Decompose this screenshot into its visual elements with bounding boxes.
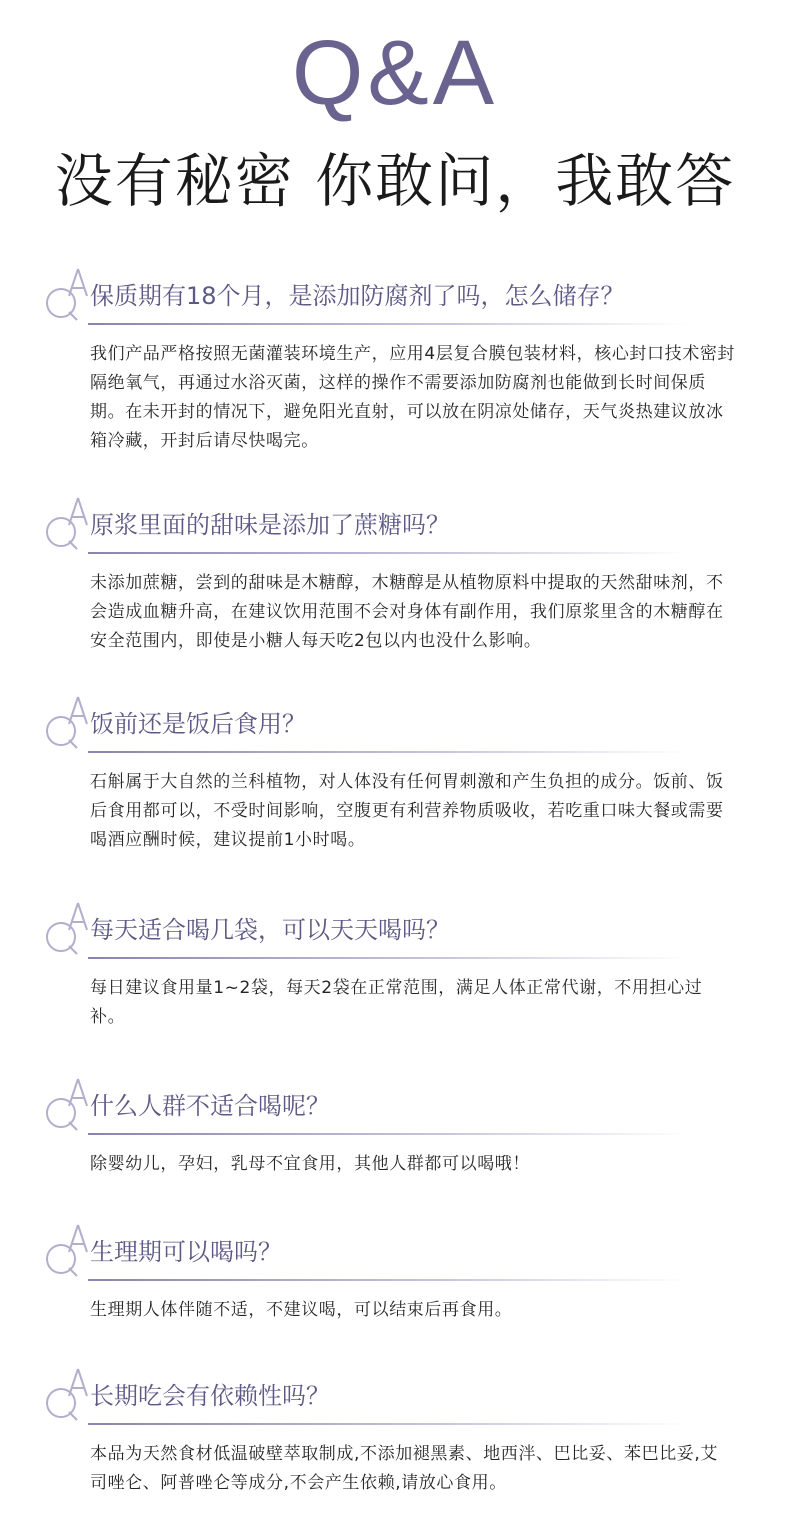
answer-text: 石斛属于大自然的兰科植物，对人体没有任何胃刺激和产生负担的成分。饭前、饭后食用都可以，不受时间影响，空腹更有利营养物质吸收，若吃重口味大餐或需要喝酒应酬时候，建议提前1小时喝。 (90, 772, 724, 850)
question-text: 生理期可以喝吗？ (90, 1238, 282, 1266)
question-text: 每天适合喝几袋，可以天天喝吗？ (90, 916, 450, 944)
qa-mark-icon (44, 902, 90, 956)
answer-text: 本品为天然食材低温破壁萃取制成,不添加褪黑素、地西泮、巴比妥、苯巴比妥,艾司唑仑、阿普唑仑等成分,不会产生依赖,请放心食用。 (90, 1444, 719, 1493)
answer-text: 生理期人体伴随不适，不建议喝，可以结束后再食用。 (90, 1300, 513, 1320)
question-divider (88, 1133, 688, 1135)
qa-mark-icon (44, 497, 90, 551)
answer-text: 每日建议食用量1~2袋，每天2袋在正常范围，满足人体正常代谢，不用担心过补。 (90, 978, 703, 1027)
question-divider (88, 1279, 688, 1281)
answer-text: 除婴幼儿，孕妇，乳母不宜食用，其他人群都可以喝哦！ (90, 1154, 530, 1174)
question-divider (88, 957, 688, 959)
qa-mark-icon (44, 1368, 90, 1422)
answer-text: 未添加蔗糖，尝到的甜味是木糖醇，木糖醇是从植物原料中提取的天然甜味剂，不会造成血糖升高，在建议饮用范围不会对身体有副作用，我们原浆里含的木糖醇在安全范围内，即使是小糖人每天吃2包以内也没什么影响。 (90, 573, 724, 651)
qa-mark-icon (44, 1224, 90, 1278)
qa-title: Q&A (291, 22, 499, 124)
qa-mark-icon (44, 1078, 90, 1132)
question-text: 保质期有18个月，是添加防腐剂了吗，怎么储存？ (90, 282, 625, 310)
page-header (0, 0, 790, 230)
question-text: 饭前还是饭后食用？ (90, 710, 306, 738)
question-text: 长期吃会有依赖性吗？ (90, 1382, 330, 1410)
question-divider (88, 323, 688, 325)
question-divider (88, 552, 688, 554)
question-divider (88, 1423, 688, 1425)
answer-text: 我们产品严格按照无菌灌装环境生产，应用4层复合膜包装材料，核心封口技术密封隔绝氧气，再通过水浴灭菌，这样的操作不需要添加防腐剂也能做到长时间保质期。在未开封的情况下，避免阳光直射，可以放在阴凉处储存，天气炎热建议放冰箱冷藏，开封后请尽快喝完。 (90, 344, 736, 451)
qa-mark-icon (44, 696, 90, 750)
page-subtitle: 没有秘密 你敢问，我敢答 (54, 147, 736, 215)
question-text: 什么人群不适合喝呢？ (90, 1092, 330, 1120)
question-divider (88, 751, 688, 753)
qa-mark-icon (44, 268, 90, 322)
question-text: 原浆里面的甜味是添加了蔗糖吗？ (90, 511, 450, 539)
